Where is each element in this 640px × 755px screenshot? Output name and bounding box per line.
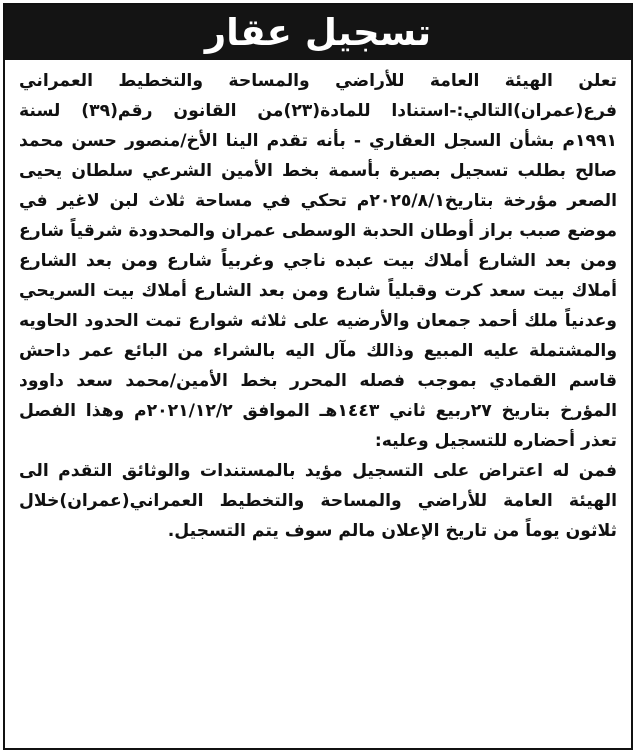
notice-paragraph-main: تعلن الهيئة العامة للأراضي والمساحة والتخطيط العمراني فرع(عمران)التالي:-استنادا للمادة(٢٣)من القانون رقم(٣٩) لسنة ١٩٩١م بشأن السجل العقاري - بأنه تقدم الينا الأخ/منصور حسن محمد صالح بطلب تسجيل بصيرة بأسمة بخط الأمين الشرعي سلطان يحيى الصعر مؤرخة بتاريخ٢٠٢٥/٨/١م تحكي في مساحة ثلاث لبن لاغير في موضع صبب براز أوطان الحدبة الوسطى عمران والمحدودة شرقياً شارع ومن بعد الشارع أملاك بيت عبده ناجي وغربياً شارع ومن بعد الشارع أملاك بيت سعد كرت وقبلياً شارع ومن بعد الشارع أملاك بيت السريحي وعدنياً ملك أحمد جمعان والأرضيه على ثلاثه شوارع تمت الحدود الحاويه والمشتملة عليه المبيع وذالك مآل اليه بالشراء من البائع عمر داحش قاسم القمادي بموجب فصله المحرر بخط الأمين/محمد سعد داوود المؤرخ بتاريخ ٢٧ربيع ثاني ١٤٤٣هـ الموافق ٢٠٢١/١٢/٢م وهذا الفصل تعذر أحضاره للتسجيل وعليه: (19, 71, 617, 451)
notice-body (5, 60, 631, 546)
title-bar (5, 5, 631, 60)
notice-box (3, 3, 633, 750)
notice-title: تسجيل عقار (204, 11, 432, 54)
notice-paragraph-objection: فمن له اعتراض على التسجيل مؤيد بالمستندات والوثائق التقدم الى الهيئة العامة للأراضي والمساحة والتخطيط العمراني(عمران)خلال ثلاثون يوماً من تاريخ الإعلان مالم سوف يتم التسجيل. (19, 461, 617, 541)
